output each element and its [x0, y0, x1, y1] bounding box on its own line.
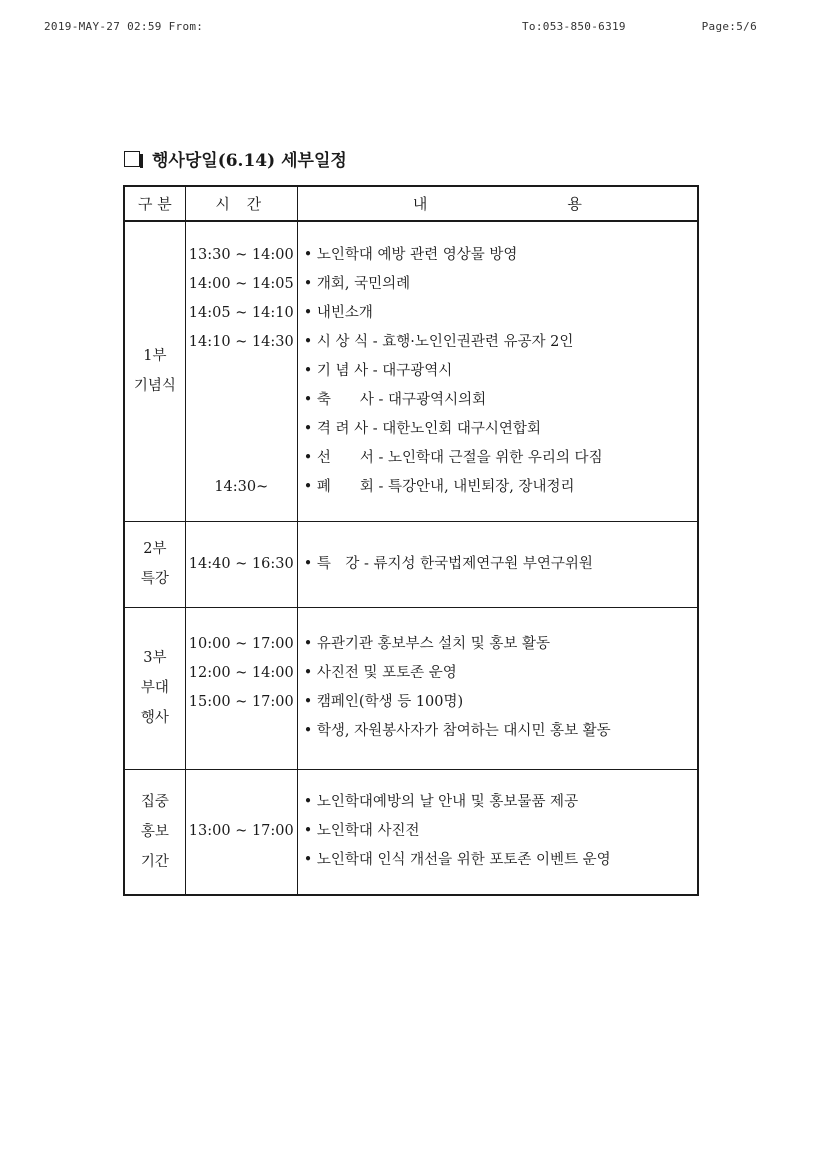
category-line: 2부 — [143, 541, 167, 557]
content-item: • 노인학대 예방 관련 영상물 방영 — [304, 241, 697, 270]
section-title-text: 행사당일(6.14) 세부일정 — [152, 151, 347, 171]
time-line: 15:00 ~ 17:00 — [188, 694, 294, 710]
table-row-section-1 — [124, 221, 698, 521]
time-line — [186, 788, 297, 817]
category-line: 부대 — [140, 680, 169, 696]
category-line: 행사 — [140, 710, 169, 726]
time-cell — [185, 521, 297, 607]
content-item: • 격 려 사 - 대한노인회 대구시연합회 — [304, 415, 697, 444]
time-cell — [185, 607, 297, 769]
content-item: • 선 서 - 노인학대 근절을 위한 우리의 다짐 — [304, 444, 697, 473]
header-content-part-b: 용 — [567, 195, 582, 213]
checkbox-bullet-icon — [124, 151, 140, 167]
time-line: 13:30 ~ 14:00 — [188, 246, 294, 263]
header-content — [297, 186, 698, 221]
table-row-section-2 — [124, 521, 698, 607]
time-line: 12:00 ~ 14:00 — [188, 665, 294, 681]
time-line: 14:00 ~ 14:05 — [188, 275, 294, 292]
time-cell — [185, 221, 297, 521]
time-line: 14:40 ~ 16:30 — [188, 555, 294, 572]
content-item: • 노인학대 사진전 — [304, 817, 697, 846]
table-header-row — [124, 186, 698, 221]
time-line: 14:10 ~ 14:30 — [188, 333, 294, 350]
table-row-section-4 — [124, 769, 698, 895]
content-cell — [297, 769, 698, 895]
time-line — [186, 357, 297, 386]
header-time: 시 간 — [185, 186, 297, 221]
section-title — [124, 146, 347, 171]
table-row-section-3 — [124, 607, 698, 769]
fax-page-number: Page:5/6 — [701, 20, 757, 33]
category-line: 홍보 — [140, 823, 169, 840]
content-cell — [297, 607, 698, 769]
fax-datetime: 2019-MAY-27 02:59 From: — [44, 20, 204, 33]
time-line — [186, 717, 297, 746]
category-line: 특강 — [140, 571, 169, 587]
time-line — [186, 444, 297, 473]
category-line: 집중 — [140, 793, 169, 810]
content-item: • 노인학대예방의 날 안내 및 홍보물품 제공 — [304, 788, 697, 817]
content-cell — [297, 221, 698, 521]
fax-recipient: To:053-850-6319 — [522, 20, 626, 33]
content-item: • 내빈소개 — [304, 299, 697, 328]
time-line — [186, 386, 297, 415]
category-line: 기념식 — [133, 378, 176, 395]
category-line: 1부 — [143, 348, 167, 365]
content-item: • 특 강 - 류지성 한국법제연구원 부연구위원 — [304, 550, 697, 579]
content-item: • 캠페인(학생 등 100명) — [304, 688, 697, 717]
category-cell — [124, 221, 185, 521]
time-line: 13:00 ~ 17:00 — [188, 823, 294, 840]
time-line: 14:05 ~ 14:10 — [188, 304, 294, 321]
content-item: • 개회, 국민의례 — [304, 270, 697, 299]
content-item: • 폐 회 - 특강안내, 내빈퇴장, 장내정리 — [304, 473, 697, 502]
schedule-table — [123, 185, 699, 896]
content-item: • 시 상 식 - 효행·노인인권관련 유공자 2인 — [304, 328, 697, 357]
content-item: • 사진전 및 포토존 운영 — [304, 659, 697, 688]
time-line — [186, 415, 297, 444]
category-cell — [124, 769, 185, 895]
content-item: • 노인학대 인식 개선을 위한 포토존 이벤트 운영 — [304, 846, 697, 875]
content-cell — [297, 521, 698, 607]
category-cell — [124, 521, 185, 607]
content-item: • 유관기관 홍보부스 설치 및 홍보 활동 — [304, 630, 697, 659]
time-line: 14:30~ — [214, 478, 269, 495]
category-line: 3부 — [143, 650, 167, 666]
time-line: 10:00 ~ 17:00 — [188, 636, 294, 652]
fax-header — [44, 20, 757, 36]
content-item: • 기 념 사 - 대구광역시 — [304, 357, 697, 386]
time-line — [186, 846, 297, 875]
category-cell — [124, 607, 185, 769]
time-cell — [185, 769, 297, 895]
header-content-part-a: 내 — [412, 195, 428, 213]
category-line: 기간 — [140, 853, 169, 870]
content-item: • 학생, 자원봉사자가 참여하는 대시민 홍보 활동 — [304, 717, 697, 746]
content-item: • 축 사 - 대구광역시의회 — [304, 386, 697, 415]
header-category: 구 분 — [124, 186, 185, 221]
